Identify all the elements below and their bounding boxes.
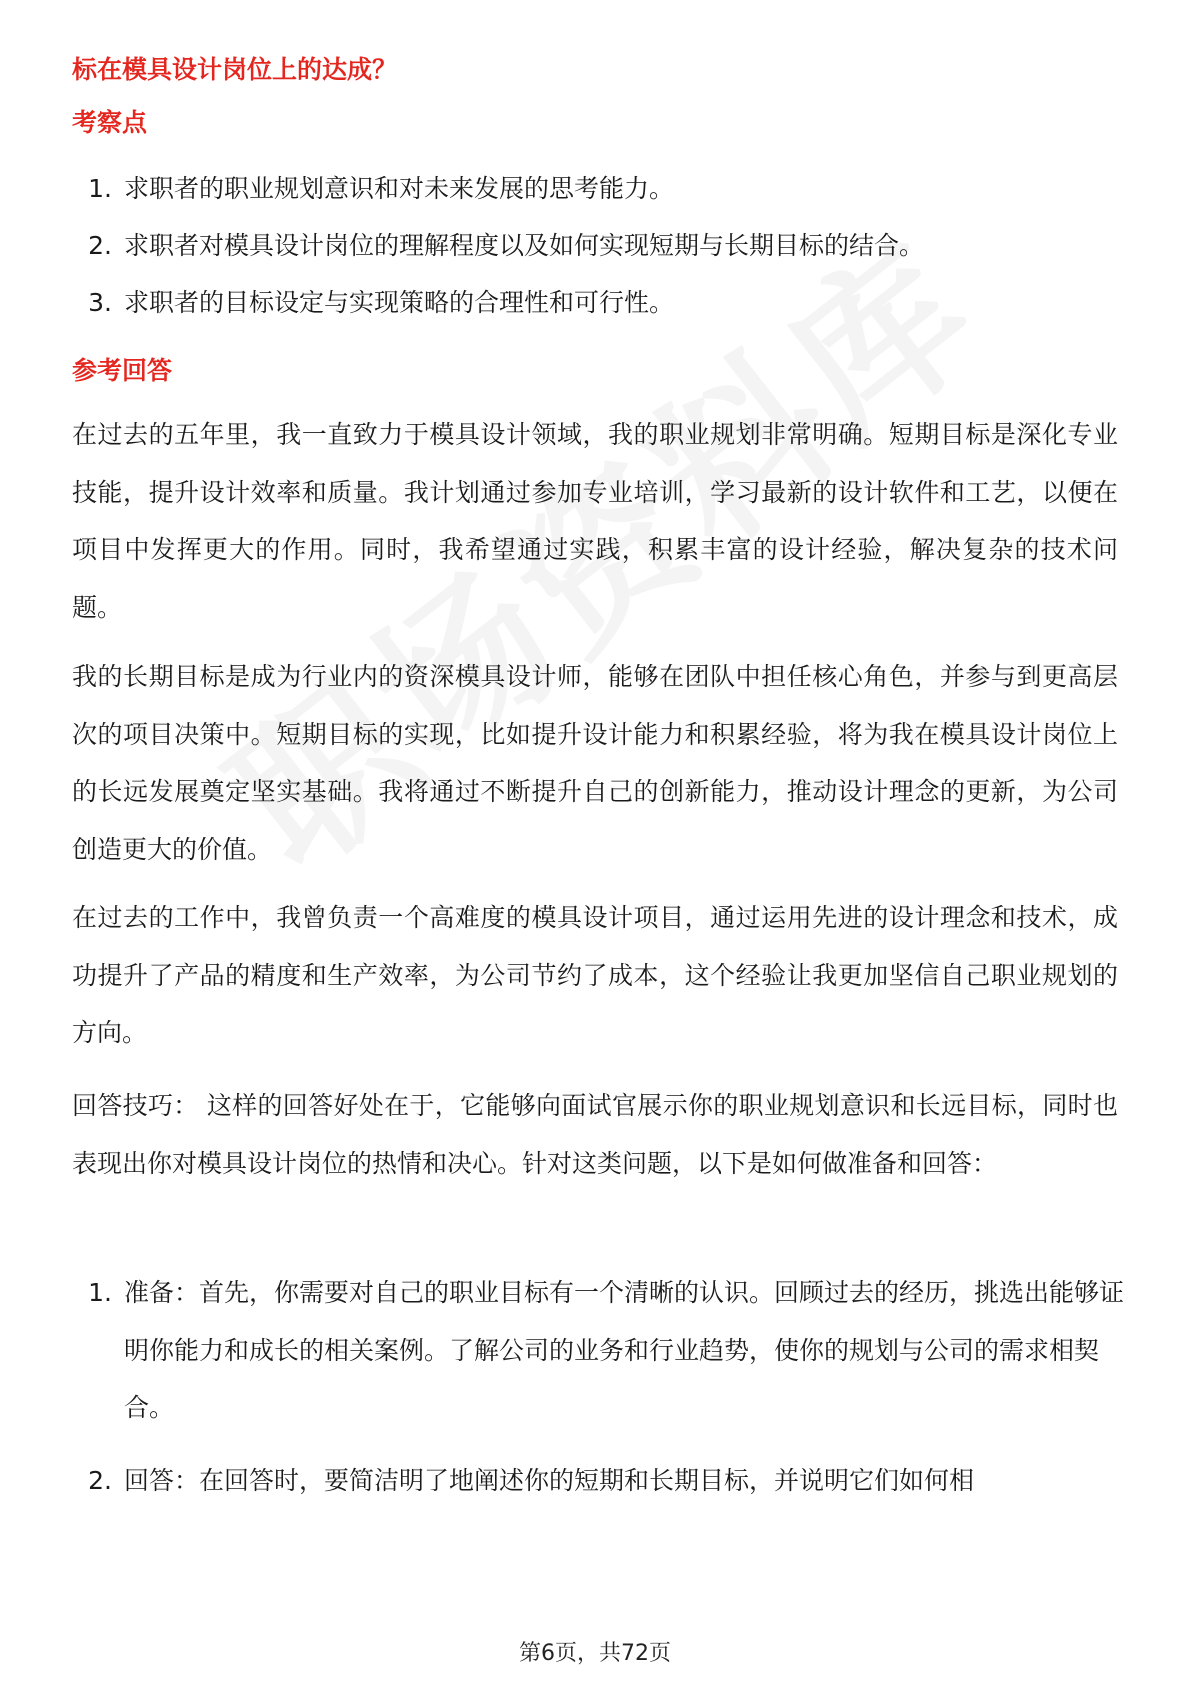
list-text: 回答：在回答时，要简洁明了地阐述你的短期和长期目标，并说明它们如何相 [124,1466,975,1495]
list-item [72,1264,1132,1437]
tips-list [72,1264,1132,1437]
list-number: 2. [88,1466,112,1495]
list-number: 2. [88,231,112,260]
list-text: 准备：首先，你需要对自己的职业目标有一个清晰的认识。回顾过去的经历，挑选出能够证明你能力和成长的相关案例。了解公司的业务和行业趋势，使你的规划与公司的需求相契合。 [124,1278,1125,1422]
paragraph: 我的长期目标是成为行业内的资深模具设计师，能够在团队中担任核心角色，并参与到更高层次的项目决策中。短期目标的实现，比如提升设计能力和积累经验，将为我在模具设计岗位上的长远发展奠定坚实基础。我将通过不断提升自己的创新能力，推动设计理念的更新，为公司创造更大的价值。 [72,662,1118,864]
list-item [72,217,1132,274]
list-text: 求职者的职业规划意识和对未来发展的思考能力。 [124,174,675,203]
points-list [72,160,1132,331]
paragraph: 在过去的工作中，我曾负责一个高难度的模具设计项目，通过运用先进的设计理念和技术，成功提升了产品的精度和生产效率，为公司节约了成本，这个经验让我更加坚信自己职业规划的方向。 [72,903,1118,1047]
list-number: 1. [88,174,112,203]
list-item [72,1452,1132,1510]
list-text: 求职者的目标设定与实现策略的合理性和可行性。 [124,288,675,317]
page-footer: 第6页，共72页 [519,1641,671,1666]
points-heading: 考察点 [72,108,148,137]
list-item [72,160,1132,217]
list-item [72,274,1132,331]
list-number: 1. [88,1278,112,1307]
question-title: 标在模具设计岗位上的达成？ [72,55,398,84]
tips-list-continued [72,1452,1132,1510]
list-number: 3. [88,288,112,317]
list-text: 求职者对模具设计岗位的理解程度以及如何实现短期与长期目标的结合。 [124,231,925,260]
answer-heading: 参考回答 [72,356,173,385]
paragraph: 回答技巧： 这样的回答好处在于，它能够向面试官展示你的职业规划意识和长远目标，同时也表现出你对模具设计岗位的热情和决心。针对这类问题，以下是如何做准备和回答： [72,1091,1118,1178]
paragraph: 在过去的五年里，我一直致力于模具设计领域，我的职业规划非常明确。短期目标是深化专业技能，提升设计效率和质量。我计划通过参加专业培训，学习最新的设计软件和工艺，以便在项目中发挥更大的作用。同时，我希望通过实践，积累丰富的设计经验，解决复杂的技术问题。 [72,420,1118,622]
